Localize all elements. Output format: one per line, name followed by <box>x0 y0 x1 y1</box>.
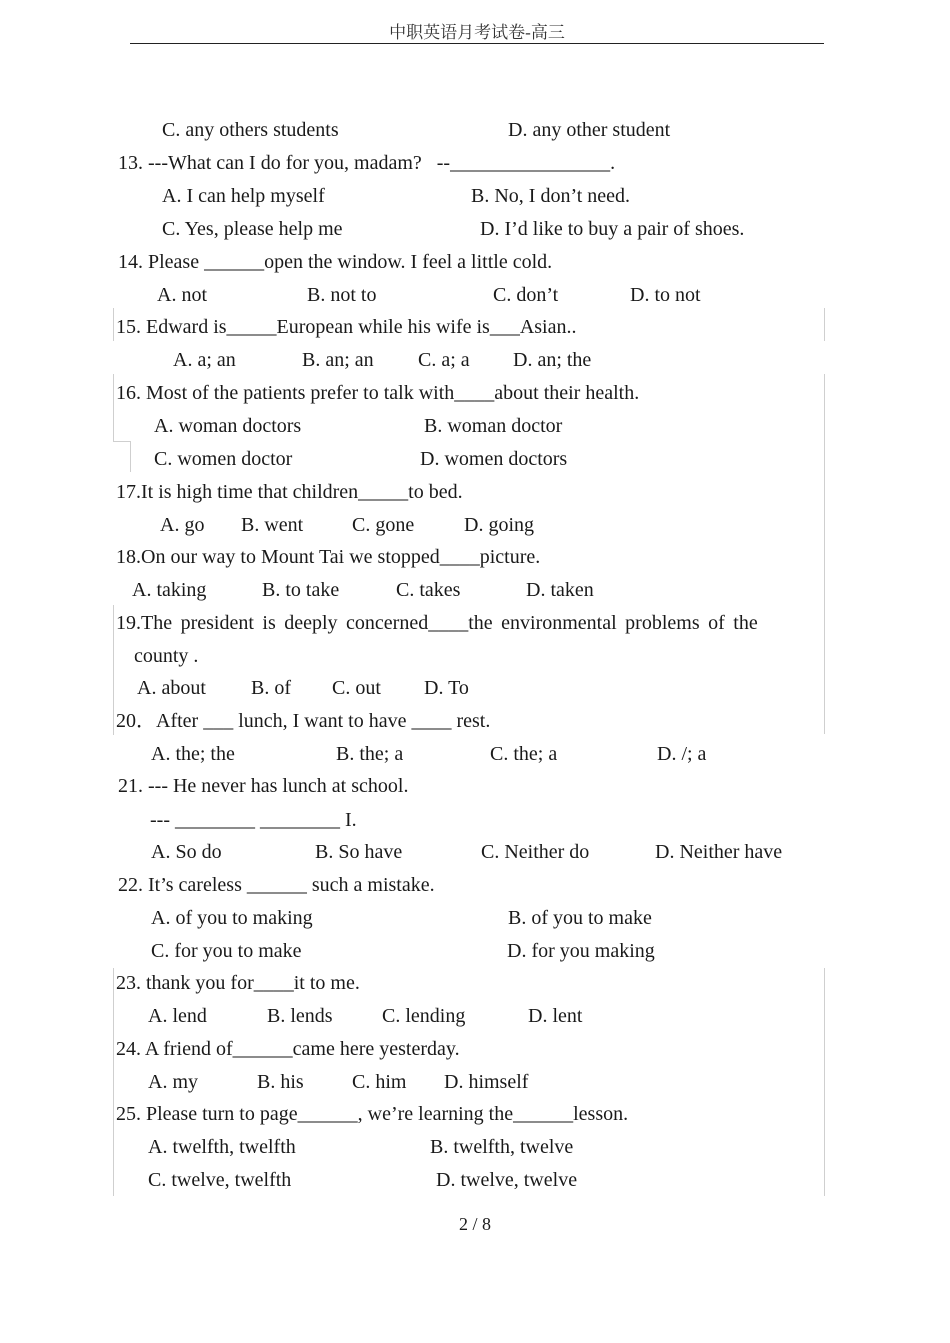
option-b: B. an; an <box>302 349 374 371</box>
option-c: C. out <box>332 677 381 699</box>
option-d: D. I’d like to buy a pair of shoes. <box>480 218 745 240</box>
option-a: A. the; the <box>151 743 235 765</box>
question-20: 20．After ___ lunch, I want to have ____ rest. <box>116 710 491 732</box>
option-b: B. No, I don’t need. <box>471 185 631 207</box>
option-d: D. Neither have <box>655 841 783 863</box>
question-14: 14. Please ______open the window. I feel a little cold. <box>118 251 553 273</box>
option-a: A. a; an <box>173 349 236 371</box>
option-d: D. /; a <box>657 743 707 765</box>
option-a: A. go <box>160 514 205 536</box>
table-border <box>113 374 114 442</box>
option-c: C. lending <box>382 1005 466 1027</box>
option-d: D. an; the <box>513 349 592 371</box>
option-d: D. twelve, twelve <box>436 1169 578 1191</box>
option-d: D. women doctors <box>420 448 568 470</box>
question-24: 24. A friend of______came here yesterday. <box>116 1038 460 1060</box>
option-a: A. of you to making <box>151 907 313 929</box>
question-19-continuation: county . <box>134 645 199 667</box>
option-d: D. for you making <box>507 940 655 962</box>
question-16: 16. Most of the patients prefer to talk with____about their health. <box>116 382 640 404</box>
option-d: D. taken <box>526 579 594 601</box>
page-number: 2 / 8 <box>458 1214 491 1234</box>
option-b: B. twelfth, twelve <box>430 1136 574 1158</box>
option-c: C. any others students <box>162 119 339 141</box>
option-a: A. lend <box>148 1005 207 1027</box>
question-18: 18.On our way to Mount Tai we stopped____picture. <box>116 546 541 568</box>
option-c: C. a; a <box>418 349 470 371</box>
option-d: D. To <box>424 677 469 699</box>
option-c: C. the; a <box>490 743 558 765</box>
option-c: C. Yes, please help me <box>162 218 343 240</box>
option-a: A. I can help myself <box>162 185 325 207</box>
table-border <box>113 308 114 341</box>
option-b: B. to take <box>262 579 340 601</box>
question-17: 17.It is high time that children_____to bed. <box>116 481 463 503</box>
question-23: 23. thank you for____it to me. <box>116 972 360 994</box>
option-d: D. any other student <box>508 119 671 141</box>
question-15: 15. Edward is_____European while his wife is___Asian.. <box>116 316 577 338</box>
option-c: C. don’t <box>493 284 559 306</box>
question-13: 13. ---What can I do for you, madam? --________________. <box>118 152 616 174</box>
option-a: A. taking <box>132 579 207 601</box>
option-b: B. went <box>241 514 304 536</box>
option-c: C. for you to make <box>151 940 302 962</box>
option-d: D. lent <box>528 1005 583 1027</box>
option-c: C. Neither do <box>481 841 590 863</box>
option-b: B. of you to make <box>508 907 652 929</box>
option-c: C. him <box>352 1071 407 1093</box>
option-a: A. my <box>148 1071 198 1093</box>
table-border <box>824 374 825 734</box>
option-b: B. of <box>251 677 291 699</box>
question-21: 21. --- He never has lunch at school. <box>118 775 409 797</box>
question-22: 22. It’s careless ______ such a mistake. <box>118 874 435 896</box>
option-c: C. gone <box>352 514 415 536</box>
option-a: A. So do <box>151 841 222 863</box>
option-b: B. lends <box>267 1005 333 1027</box>
option-a: A. not <box>157 284 207 306</box>
option-b: B. his <box>257 1071 304 1093</box>
table-border <box>824 968 825 1196</box>
option-b: B. woman doctor <box>424 415 563 437</box>
option-d: D. to not <box>630 284 701 306</box>
table-border <box>824 308 825 341</box>
option-d: D. himself <box>444 1071 529 1093</box>
option-c: C. twelve, twelfth <box>148 1169 292 1191</box>
page-header: 中职英语月考试卷-高三 <box>130 22 824 44</box>
option-c: C. women doctor <box>154 448 293 470</box>
option-b: B. So have <box>315 841 403 863</box>
option-a: A. about <box>137 677 206 699</box>
option-a: A. woman doctors <box>154 415 302 437</box>
question-19: 19.The president is deeply concerned____the environmental problems of the <box>116 612 758 634</box>
table-border <box>113 605 114 735</box>
option-b: B. not to <box>307 284 377 306</box>
table-border <box>130 441 131 472</box>
question-21-continuation: --- ________ ________ I. <box>150 809 357 831</box>
question-25: 25. Please turn to page______, we’re learning the______lesson. <box>116 1103 629 1125</box>
option-d: D. going <box>464 514 534 536</box>
option-a: A. twelfth, twelfth <box>148 1136 296 1158</box>
option-b: B. the; a <box>336 743 404 765</box>
option-c: C. takes <box>396 579 461 601</box>
table-border <box>113 441 130 442</box>
table-border <box>113 968 114 1196</box>
